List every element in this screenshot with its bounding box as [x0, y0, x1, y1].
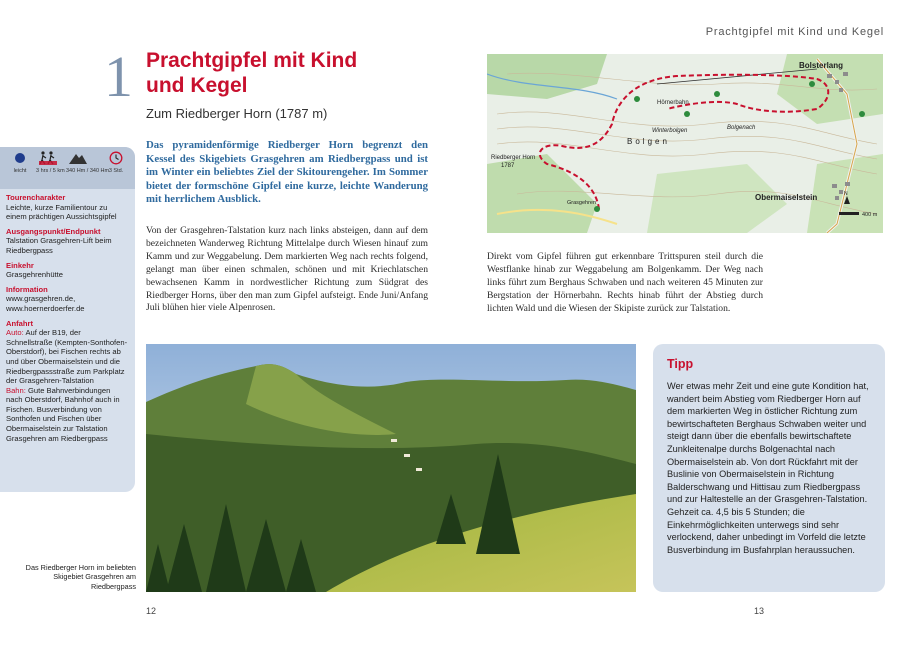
- map-scale-label: 400 m: [862, 212, 878, 218]
- ausgangspunkt-heading: Ausgangspunkt/Endpunkt: [6, 226, 101, 236]
- tip-text: Wer etwas mehr Zeit und eine gute Kondition hat, wandert beim Abstieg vom Riedberger Horn auf dem markierten Weg in östlicher Richtung zum bewirtschafteten Berghaus Schwaben weiter und steigt dann über die ebenfalls bewirtschaftete Zunkleitenalpe durchs Bolgenachtal nach Obermaiselstein ab. Von dort Rückfahrt mit der Buslinie von Obermaiselstein in Richtung Balderschwang und Hittisau zum Riedbergpass und zur Haltestelle an der Grasgehren-Talstation. Gehzeit ca. 4,5 bis 5 Stunden; die Einkehrmöglichkeiten unterwegs sind sehr verlockend, daher unbedingt im Vorfeld die letzte Busverbindung im Busfahrplan heraussuchen.: [667, 381, 869, 555]
- map-scale-bar: [839, 212, 859, 215]
- photo-caption: Das Riedberger Horn im beliebten Skigebiet Grasgehren am Riedbergpass: [25, 563, 136, 591]
- hikers-icon: [38, 151, 58, 165]
- page-number-left: 12: [146, 606, 157, 616]
- map-label-bolgenach: Bolgenach: [727, 125, 756, 131]
- chapter-subtitle: Zum Riedberger Horn (1787 m): [146, 106, 328, 121]
- einkehr-heading: Einkehr: [6, 260, 34, 270]
- route-description: Von der Grasgehren-Talstation kurz nach links absteigen, dann auf dem bezeichneten Wanderweg Richtung Mittelalpe durch Wiesen hinauf zum Kamm und zur Weggabelung. Dem markierten Weg nach rechts folgend, gelangt man über einen schmalen, schönen und mit Kriechlatschen bewachsenen Kamm in nordwestlicher Richtung zum Südgrat des Riedberger Horns, über den man zum Gipfel aufsteigt. Ende Juni/Anfang Juli blühen hier viele Alpenrosen.: [146, 225, 428, 314]
- anfahrt-bahn: [6, 386, 128, 444]
- map-label-hoernerbahn: Hörnerbahn: [657, 100, 689, 106]
- difficulty-dot-icon: [13, 151, 27, 165]
- map-label-winterbolgen: Winterbolgen: [652, 128, 688, 134]
- anfahrt-heading: Anfahrt: [6, 318, 33, 328]
- tour-icons-bar: [0, 147, 135, 189]
- einkehr-text: Grasgehrenhütte: [6, 270, 63, 280]
- information-text: www.grasgehren.de, www.hoernerdoerfer.de: [6, 294, 85, 313]
- map-north-label: N: [844, 191, 848, 197]
- landscape-photo: [146, 344, 636, 592]
- duration-indicator: [104, 151, 128, 174]
- map-label-bolsterlang: Bolsterlang: [799, 61, 844, 70]
- clock-icon: [109, 151, 123, 165]
- duration-label: 3 Std.: [108, 168, 124, 174]
- mountain-icon: [68, 151, 88, 165]
- map-label-grasgehren: Grasgehren: [567, 200, 597, 206]
- auto-text: Auf der B19, der Schnellstraße (Kempten-Sonthofen-Oberstdorf), bei Fischen rechts ab und über Obermaiselstein und die Riedbergpassstraße zum Parkplatz der Grasgehren-Talstation: [6, 328, 128, 386]
- running-head: Prachtgipfel mit Kind und Kegel: [705, 26, 884, 38]
- elevation-indicator: [66, 151, 110, 174]
- anfahrt-auto: [6, 328, 128, 386]
- bahn-text: Gute Bahnverbindungen nach Oberstdorf, Bahnhof auch in Fischen. Busverbindung von Sonthofen und Fischen über Obermaiselstein zur Talstation Grasgehren am Riedbergpass: [6, 385, 120, 443]
- ausgangspunkt-text: Talstation Grasgehren-Lift beim Riedbergpass: [6, 236, 112, 255]
- chapter-title: [146, 48, 446, 98]
- distance-label: 3 hrs / 5 km: [36, 168, 65, 174]
- map-label-riedberger-horn-alt: 1787: [501, 163, 515, 169]
- elevation-label: 340 Hm / 340 Hm: [66, 168, 110, 174]
- difficulty-indicator: [8, 151, 32, 174]
- distance-indicator: [36, 151, 65, 174]
- bahn-label: Bahn:: [6, 385, 26, 395]
- chapter-number: 1: [104, 44, 133, 109]
- map-label-bolgen: Bolgen: [627, 137, 670, 146]
- descent-description: Direkt vom Gipfel führen gut erkennbare Trittspuren steil durch die Westflanke hinab zur Weggabelung am Bolgenkamm. Der Weg nach links führt zum Berghaus Schwaben und nach weiteren 45 Minuten zur Bergstation der Hörnerbahn. Rechts hinab führt der Abstieg durch lichten Wald und die Wiesen der Skipiste zurück zur Talstation.: [487, 251, 763, 314]
- difficulty-label: leicht: [13, 168, 27, 174]
- auto-label: Auto:: [6, 328, 24, 338]
- tip-title: Tipp: [667, 357, 694, 371]
- route-map: [487, 54, 883, 233]
- tourencharakter-heading: Tourencharakter: [6, 193, 66, 202]
- tour-info: [6, 193, 128, 443]
- chapter-title-line1: Prachtgipfel mit Kind: [146, 49, 358, 72]
- tourencharakter-text: Leichte, kurze Familientour zu einem prächtigen Aussichtsgipfel: [6, 202, 117, 222]
- chapter-title-line2: und Kegel: [146, 74, 248, 97]
- information-heading: Information: [6, 284, 48, 294]
- page-number-right: 13: [754, 606, 765, 616]
- intro-text: Das pyramidenförmige Riedberger Horn begrenzt den Kessel des Skigebiets Grasgehren am Riedbergpass und ist im Winter ein beliebtes Ziel der Skitourengeher. Im Sommer bietet der formschöne Gipfel eine kurze, leichte Wanderung mit herrlichem Ausblick.: [146, 139, 428, 206]
- map-label-obermaiselstein: Obermaiselstein: [755, 193, 818, 202]
- map-label-riedberger-horn: Riedberger Horn: [491, 155, 536, 161]
